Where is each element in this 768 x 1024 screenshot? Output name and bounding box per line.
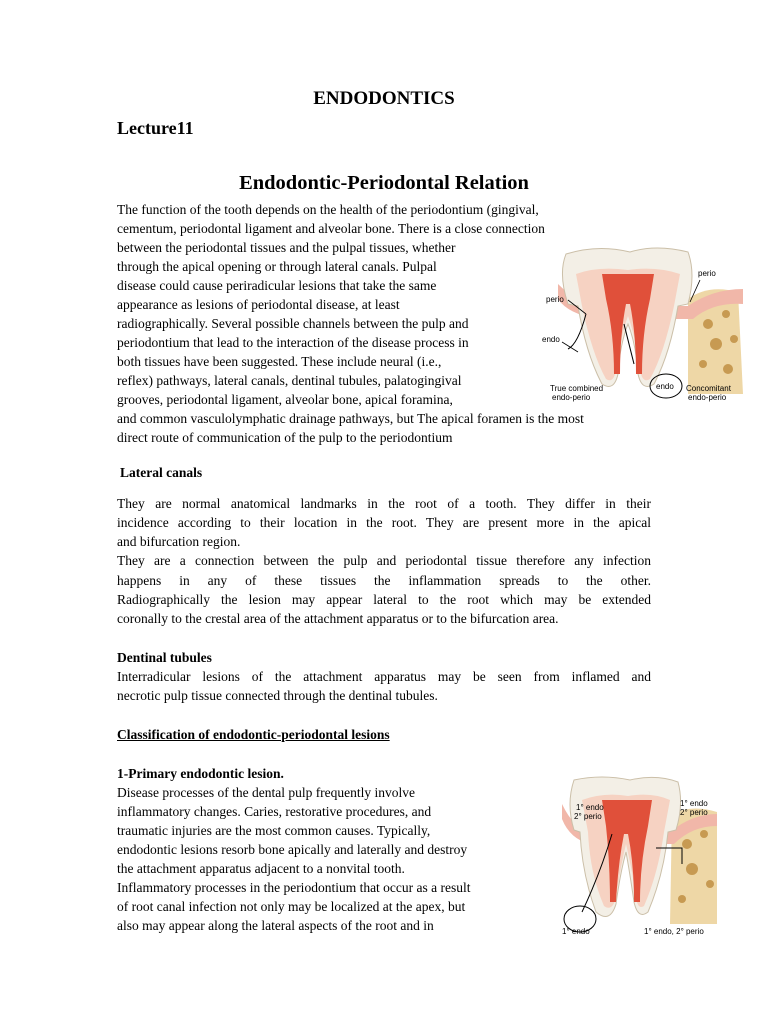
text-line: between the periodontal tissues and the pulpal tissues, whether: [117, 240, 456, 255]
text-line: and bifurcation region.: [117, 534, 241, 549]
text-line: through the apical opening or through lateral canals. Pulpal: [117, 259, 437, 274]
text-line: grooves, periodontal ligament, alveolar bone, apical foramina,: [117, 392, 453, 407]
text-line: traumatic injuries are the most common causes. Typically,: [117, 823, 431, 838]
text-line: reflex) pathways, lateral canals, dentinal tubules, palatogingival: [117, 373, 462, 388]
text-line: appearance as lesions of periodontal disease, at least: [117, 297, 400, 312]
text-line: happens in any of these tissues the inflammation spreads to the other.: [117, 573, 651, 588]
text-line: disease could cause periradicular lesions that take the same: [117, 278, 437, 293]
fig1-label-endo-left: endo: [542, 335, 560, 344]
text-line: both tissues have been suggested. These include neural (i.e.,: [117, 354, 442, 369]
fig1-label-concomitant: Concomitant: [686, 384, 731, 393]
text-line: They are a connection between the pulp and periodontal tissue therefore any infection: [117, 553, 651, 568]
classification-heading: Classification of endodontic-periodontal lesions: [117, 727, 390, 742]
document-title: ENDODONTICS: [313, 88, 455, 109]
fig1-label-true-combined: True combined: [550, 384, 604, 393]
text-line: of root canal infection not only may be localized at the apex, but: [117, 899, 466, 914]
text-line: Radiographically the lesion may appear lateral to the root which may be extended: [117, 592, 651, 607]
text-line: inflammatory changes. Caries, restorative procedures, and: [117, 804, 432, 819]
text-line: the attachment apparatus adjacent to a nonvital tooth.: [117, 861, 405, 876]
fig2-label-bottom-left: 1° endo: [562, 927, 590, 936]
fig1-label-endo-center: endo: [656, 382, 674, 391]
text-line: They are normal anatomical landmarks in the root of a tooth. They differ in their: [117, 496, 651, 511]
fig2-label-bottom-right: 1° endo, 2° perio: [644, 927, 704, 936]
primary-endodontic-heading: 1-Primary endodontic lesion.: [117, 766, 284, 781]
text-line: The function of the tooth depends on the health of the periodontium (gingival,: [117, 202, 539, 217]
lecture-label: Lecture11: [117, 118, 194, 138]
dentinal-tubules-heading: Dentinal tubules: [117, 650, 212, 665]
fig1-label-true-combined-2: endo-perio: [552, 393, 591, 402]
tooth-diagram-image: [538, 244, 754, 406]
text-line: direct route of communication of the pulp to the periodontium: [117, 430, 453, 445]
fig2-label-right-top-2: 2° perio: [680, 808, 708, 817]
text-line: cementum, periodontal ligament and alveolar bone. There is a close connection: [117, 221, 545, 236]
text-line: endodontic lesions resorb bone apically and laterally and destroy: [117, 842, 468, 857]
text-line: Disease processes of the dental pulp frequently involve: [117, 785, 416, 800]
text-line: and common vasculolymphatic drainage pathways, but The apical foramen is the most: [117, 411, 584, 426]
text-line: radiographically. Several possible channels between the pulp and: [117, 316, 469, 331]
text-line: Inflammatory processes in the periodontium that occur as a result: [117, 880, 471, 895]
endo-perio-figure-2: [552, 774, 722, 940]
lateral-canals-heading: Lateral canals: [120, 465, 203, 480]
fig1-label-concomitant-2: endo-perio: [688, 393, 727, 402]
fig2-label-left-top-2: 2° perio: [574, 812, 602, 821]
tooth-diagram-image-2: [552, 774, 722, 940]
text-line: periodontium that lead to the interaction of the disease process in: [117, 335, 469, 350]
fig1-label-perio-left: perio: [546, 295, 564, 304]
endo-perio-figure-1: [538, 244, 754, 406]
text-line: necrotic pulp tissue connected through the dentinal tubules.: [117, 688, 438, 703]
section-heading: Endodontic-Periodontal Relation: [239, 172, 529, 194]
text-line: coronally to the crestal area of the attachment apparatus or to the bifurcation area.: [117, 611, 559, 626]
fig2-label-left-top: 1° endo: [576, 803, 604, 812]
fig1-label-perio-right: perio: [698, 269, 716, 278]
text-line: Interradicular lesions of the attachment apparatus may be seen from inflamed and: [117, 669, 651, 684]
text-line: also may appear along the lateral aspects of the root and in: [117, 918, 434, 933]
fig2-label-right-top: 1° endo: [680, 799, 708, 808]
text-line: incidence according to their location in the root. They are present more in the apical: [117, 515, 651, 530]
